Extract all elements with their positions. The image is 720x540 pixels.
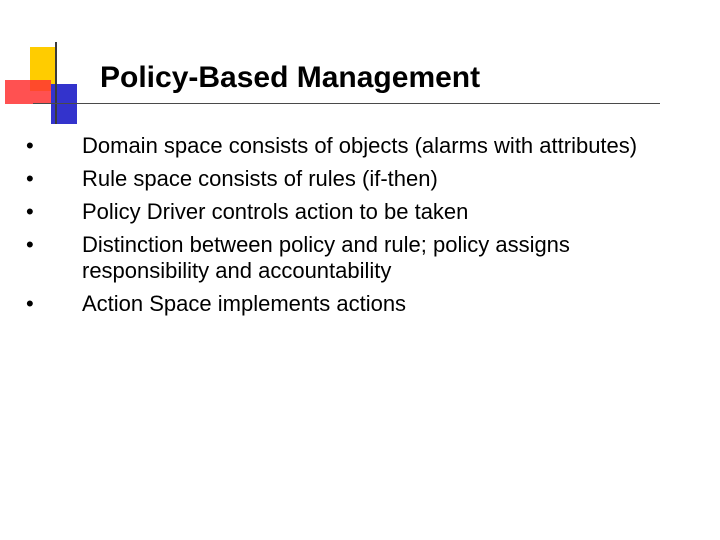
bullet-text: Policy Driver controls action to be taken <box>82 199 469 224</box>
decorative-red-square <box>5 80 51 104</box>
bullet-dot-icon: • <box>26 291 34 316</box>
bullet-text: Domain space consists of objects (alarms with attributes) <box>82 133 638 158</box>
bullet-item <box>26 232 676 284</box>
title-underline <box>33 103 660 104</box>
decorative-vertical-line <box>55 42 57 124</box>
bullet-text: Distinction between policy and rule; policy assigns responsibility and accountability <box>82 232 570 283</box>
bullet-item <box>26 166 676 192</box>
bullet-dot-icon: • <box>26 133 34 158</box>
bullet-item <box>26 199 676 225</box>
slide-title: Policy-Based Management <box>100 61 481 94</box>
bullet-dot-icon: • <box>26 232 34 257</box>
bullet-list <box>26 133 676 324</box>
bullet-text: Rule space consists of rules (if-then) <box>82 166 438 191</box>
bullet-item <box>26 291 676 317</box>
bullet-text: Action Space implements actions <box>82 291 407 316</box>
bullet-dot-icon: • <box>26 199 34 224</box>
bullet-dot-icon: • <box>26 166 34 191</box>
bullet-item <box>26 133 676 159</box>
